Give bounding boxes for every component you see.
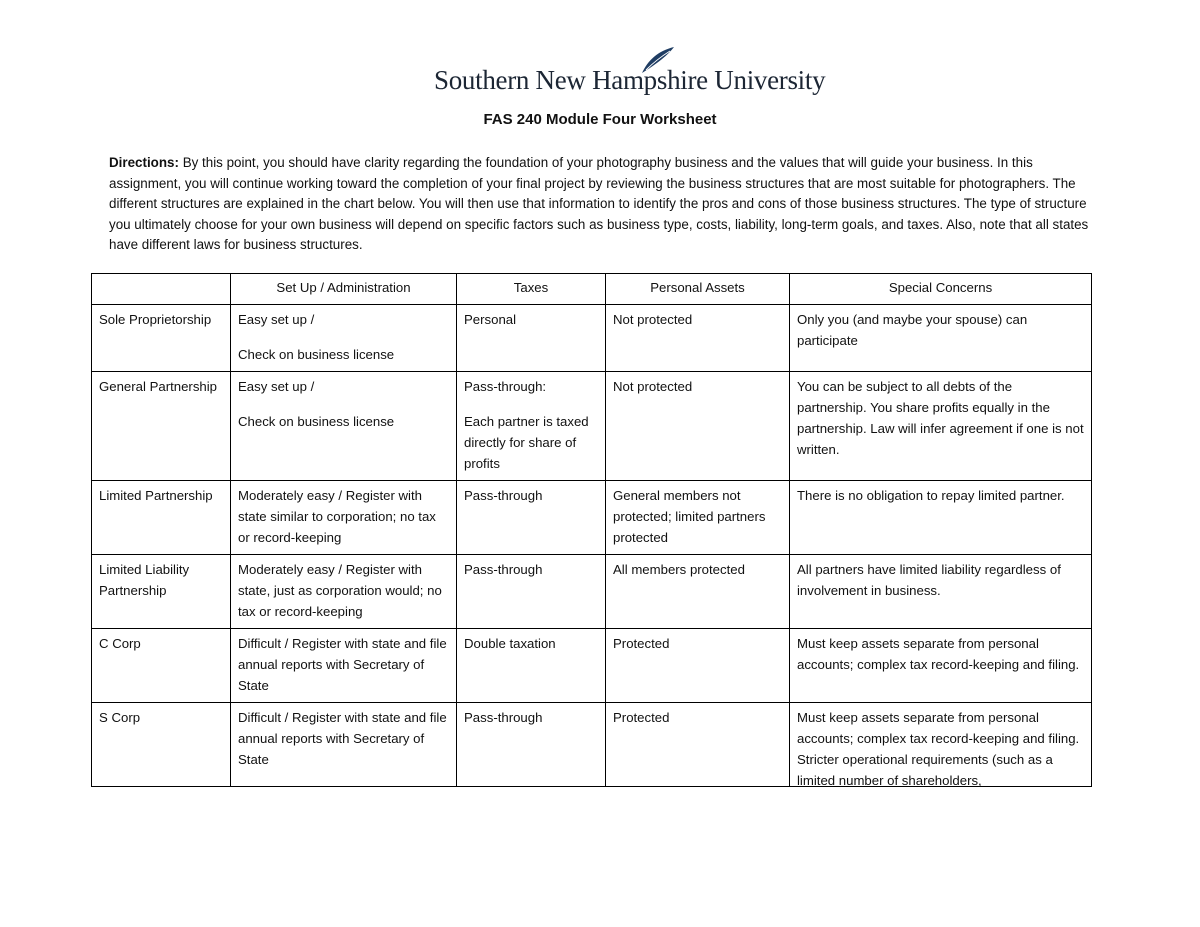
setup-line: Moderately easy / Register with state, just as corporation would; no tax or record-keeping (238, 562, 442, 619)
setup-line: Easy set up / (238, 312, 315, 327)
setup-line: Moderately easy / Register with state similar to corporation; no tax or record-keeping (238, 488, 436, 545)
taxes-cell (457, 555, 606, 629)
taxes-line: Pass-through: (464, 379, 547, 394)
header-cell-assets: Personal Assets (606, 274, 790, 305)
assets-cell: Not protected (606, 305, 790, 372)
business-structures-table (91, 273, 1092, 787)
setup-line: Check on business license (238, 414, 395, 429)
taxes-line: Each partner is taxed directly for share of profits (464, 414, 589, 471)
taxes-cell (457, 372, 606, 481)
concerns-cell: Only you (and maybe your spouse) can participate (790, 305, 1092, 372)
setup-line: Difficult / Register with state and file annual reports with Secretary of State (238, 710, 447, 767)
concerns-cell (790, 703, 1092, 787)
concerns-cell: Must keep assets separate from personal accounts; complex tax record-keeping and filing. (790, 629, 1092, 703)
setup-line: Easy set up / (238, 379, 315, 394)
setup-cell (231, 555, 457, 629)
table-row (92, 372, 1092, 481)
assets-cell: General members not protected; limited partners protected (606, 481, 790, 555)
structure-cell: Sole Proprietorship (92, 305, 231, 372)
taxes-cell (457, 629, 606, 703)
table-row (92, 305, 1092, 372)
table-row (92, 703, 1092, 787)
taxes-line: Pass-through (464, 710, 543, 725)
taxes-cell (457, 305, 606, 372)
concerns-cell: All partners have limited liability regardless of involvement in business. (790, 555, 1092, 629)
setup-cell (231, 372, 457, 481)
setup-cell (231, 703, 457, 787)
university-logo (434, 46, 826, 98)
concerns-cell: There is no obligation to repay limited partner. (790, 481, 1092, 555)
assets-cell: All members protected (606, 555, 790, 629)
taxes-cell (457, 703, 606, 787)
table-row (92, 555, 1092, 629)
structure-cell: General Partnership (92, 372, 231, 481)
taxes-line: Double taxation (464, 636, 556, 651)
header-cell-setup: Set Up / Administration (231, 274, 457, 305)
structure-cell: C Corp (92, 629, 231, 703)
assets-cell: Not protected (606, 372, 790, 481)
structure-cell: Limited Liability Partnership (92, 555, 231, 629)
setup-cell (231, 481, 457, 555)
concerns-cell: You can be subject to all debts of the partnership. You share profits equally in the partnership. Law will infer agreement if one is not written. (790, 372, 1092, 481)
setup-cell (231, 629, 457, 703)
page-title: FAS 240 Module Four Worksheet (483, 111, 717, 128)
logo-wordmark: Southern New Hampshire University (434, 65, 826, 95)
setup-line: Difficult / Register with state and file annual reports with Secretary of State (238, 636, 447, 693)
setup-line: Check on business license (238, 347, 395, 362)
directions-paragraph (109, 153, 1094, 256)
directions-text: By this point, you should have clarity regarding the foundation of your photography business and the values that will guide your business. In this assignment, you will continue working toward the completion of your final project by reviewing the business structures that are most suitable for photographers. The different structures are explained in the chart below. You will then use that information to identify the pros and cons of those business structures. The type of structure you ultimately choose for your own business will depend on specific factors such as business type, costs, liability, long-term goals, and taxes. Also, note that all states have different laws for business structures. (109, 155, 1089, 252)
taxes-line: Pass-through (464, 562, 543, 577)
assets-cell: Protected (606, 629, 790, 703)
quill-leaf-icon (640, 46, 676, 74)
taxes-cell (457, 481, 606, 555)
directions-label: Directions: (109, 155, 179, 170)
structure-cell: Limited Partnership (92, 481, 231, 555)
concerns-text: Must keep assets separate from personal accounts; complex tax record-keeping and filing. Stricter operational requirements (such as a limited number of shareholders, (797, 710, 1080, 788)
taxes-line: Pass-through (464, 488, 543, 503)
table-header-row (92, 274, 1092, 305)
structure-cell: S Corp (92, 703, 231, 787)
setup-cell (231, 305, 457, 372)
table-row (92, 629, 1092, 703)
table-row (92, 481, 1092, 555)
header-cell-taxes: Taxes (457, 274, 606, 305)
header-cell-structure (92, 274, 231, 305)
taxes-line: Personal (464, 312, 517, 327)
header-cell-concerns: Special Concerns (790, 274, 1092, 305)
assets-cell: Protected (606, 703, 790, 787)
